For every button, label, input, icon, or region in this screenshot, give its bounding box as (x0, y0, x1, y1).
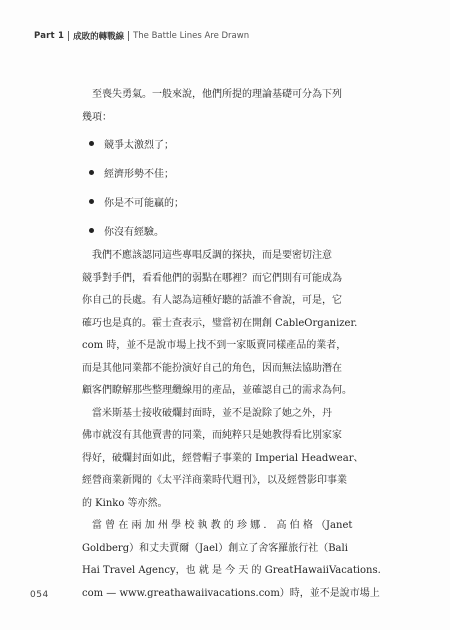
text-line: 佛市就沒有其他賣書的同業，而純粹只是她教得看比別家家 (82, 430, 342, 441)
text-line: 而是其他同業都不能扮演好自己的角色，因而無法協助潛在 (82, 362, 342, 374)
bullet-list (82, 129, 374, 245)
list-item (82, 158, 374, 187)
header-divider (68, 31, 69, 41)
bullet-icon (89, 228, 94, 233)
text-line: 你自己的長處。有人認為這種好聽的話誰不會說，可是，它 (82, 295, 342, 306)
header-divider (128, 31, 129, 41)
text-line: Hai Travel Agency，也 就 是 今 天 的 GreatHawaiiVacations. (82, 565, 381, 576)
text-line: 我們不應該認同這些專唱反調的探抉，而是要密切注意 (92, 250, 332, 261)
list-item-text: 你沒有經驗。 (104, 227, 164, 238)
text-line: 顧客們瞭解那些整理纜線用的產品，並確認自己的需求為何。 (82, 385, 352, 396)
list-item (82, 216, 374, 245)
text-line: 幾項： (82, 111, 112, 123)
chapter-title-english: The Battle Lines Are Drawn (133, 31, 250, 41)
list-item-text: 競爭太激烈了； (104, 140, 174, 151)
text-line: 確巧也是真的。霍士查表示，璧當初在開創 CableOrganizer. (82, 317, 358, 329)
text-line: 經營商業新聞的《太平洋商業時代週刊》，以及經營影印事業 (82, 475, 347, 486)
text-line: 當 曾 在 兩 加 州 學 校 執 教 的 珍 娜 ． 高 伯 格 （Janet (92, 520, 353, 531)
list-item (82, 187, 374, 216)
body-text (82, 84, 381, 605)
bullet-icon (89, 141, 94, 146)
text-line: Goldberg）和丈夫賈爾（Jael）創立了舍客羅旅行社（Bali (82, 542, 348, 554)
text-line: com — www.greathawaiivacations.com）時，並不是說市場上 (82, 587, 380, 599)
list-item-text: 經濟形勢不佳； (104, 169, 174, 180)
text-line: 得好，破爛封面如此，經營帽子事業的 Imperial Headwear、 (82, 452, 364, 464)
text-line: 競爭對手們，看看他們的弱點在哪裡？而它們則有可能成為 (82, 272, 342, 284)
chapter-title-chinese: 成敗的轉戰線 (73, 32, 125, 42)
page-number: 054 (30, 590, 49, 600)
text-line: 的 Kinko 等亦然。 (82, 497, 168, 509)
bullet-icon (89, 170, 94, 175)
running-header (34, 29, 434, 43)
text-line: 當米斯基士接收破爛封面時，並不是說除了她之外，丹 (92, 407, 332, 419)
part-label: Part 1 (34, 31, 65, 41)
text-line: com 時，並不是說市場上找不到一家販賣同樣產品的業者， (82, 340, 347, 351)
text-line: 至喪失勇氣。一般來說，他們所提的理論基礎可分為下列 (92, 89, 342, 100)
bullet-icon (89, 199, 94, 204)
list-item (82, 129, 374, 158)
list-item-text: 你是不可能贏的； (104, 198, 184, 209)
